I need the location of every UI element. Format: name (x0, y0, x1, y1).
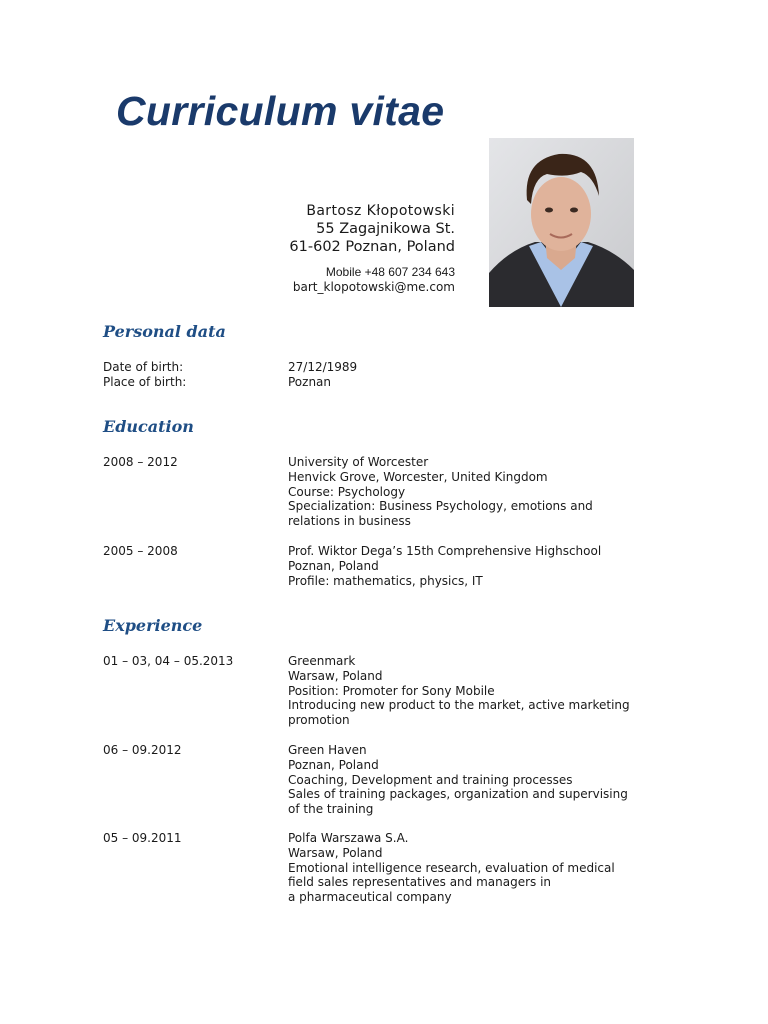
entry-label: 05 – 09.2011 (103, 831, 182, 845)
entry-details (288, 654, 678, 728)
entry-detail-line: Profile: mathematics, physics, IT (288, 573, 483, 588)
entry-detail-line: Polfa Warszawa S.A. (288, 831, 409, 845)
section-heading-experience: Experience (103, 616, 203, 635)
entry-details (288, 831, 678, 905)
entry-label: 01 – 03, 04 – 05.2013 (103, 654, 234, 668)
entry-detail-line: promotion (288, 713, 350, 728)
entry-detail-line: Sales of training packages, organization and supervising (288, 787, 628, 802)
entry-details (288, 544, 678, 588)
section-heading-education: Education (103, 417, 194, 436)
entry-label: Date of birth: (103, 360, 184, 374)
entry-details (288, 743, 678, 817)
profile-photo-image (489, 138, 634, 307)
entry-label: Place of birth: (103, 375, 187, 389)
entry-label: 2005 – 2008 (103, 544, 178, 558)
entry-detail-line: Green Haven (288, 743, 367, 757)
entry-detail-line: Position: Promoter for Sony Mobile (288, 683, 495, 698)
entry-label: 06 – 09.2012 (103, 743, 182, 757)
entry-detail-line: Warsaw, Poland (288, 845, 383, 860)
entry-details (288, 375, 678, 390)
entry-detail-line: Poznan (288, 375, 332, 389)
entry-detail-line: Warsaw, Poland (288, 668, 383, 683)
entry-details (288, 360, 678, 375)
section-heading-personal-data: Personal data (103, 322, 226, 341)
entry-detail-line: Course: Psychology (288, 484, 406, 499)
entry-detail-line: Specialization: Business Psychology, emotions and (288, 499, 593, 514)
street-address: 55 Zagajnikowa St. (316, 221, 455, 237)
entry-label: 2008 – 2012 (103, 455, 178, 469)
entry-detail-line: Prof. Wiktor Dega’s 15th Comprehensive Highschool (288, 544, 602, 558)
entry-detail-line: University of Worcester (288, 455, 429, 469)
entry-detail-line: Henvick Grove, Worcester, United Kingdom (288, 469, 548, 484)
entry-detail-line: Poznan, Poland (288, 757, 379, 772)
entry-detail-line: Coaching, Development and training processes (288, 772, 573, 787)
entry-detail-line: Greenmark (288, 654, 356, 668)
contact-block (155, 202, 455, 295)
entry-details (288, 455, 678, 529)
entry-detail-line: Introducing new product to the market, active marketing (288, 698, 630, 713)
city-address: 61-602 Poznan, Poland (289, 239, 455, 255)
profile-photo (489, 138, 634, 307)
page-title: Curriculum vitae (116, 88, 445, 134)
person-name: Bartosz Kłopotowski (306, 203, 455, 219)
mobile-number: Mobile +48 607 234 643 (325, 265, 455, 279)
entry-detail-line: a pharmaceutical company (288, 890, 452, 905)
entry-detail-line: 27/12/1989 (288, 360, 358, 374)
entry-detail-line: relations in business (288, 514, 411, 529)
entry-detail-line: Emotional intelligence research, evaluation of medical (288, 860, 615, 875)
entry-detail-line: of the training (288, 802, 374, 817)
entry-detail-line: Poznan, Poland (288, 558, 379, 573)
entry-detail-line: field sales representatives and managers in (288, 875, 552, 890)
email-address[interactable]: bart_klopotowski@me.com (292, 280, 455, 294)
